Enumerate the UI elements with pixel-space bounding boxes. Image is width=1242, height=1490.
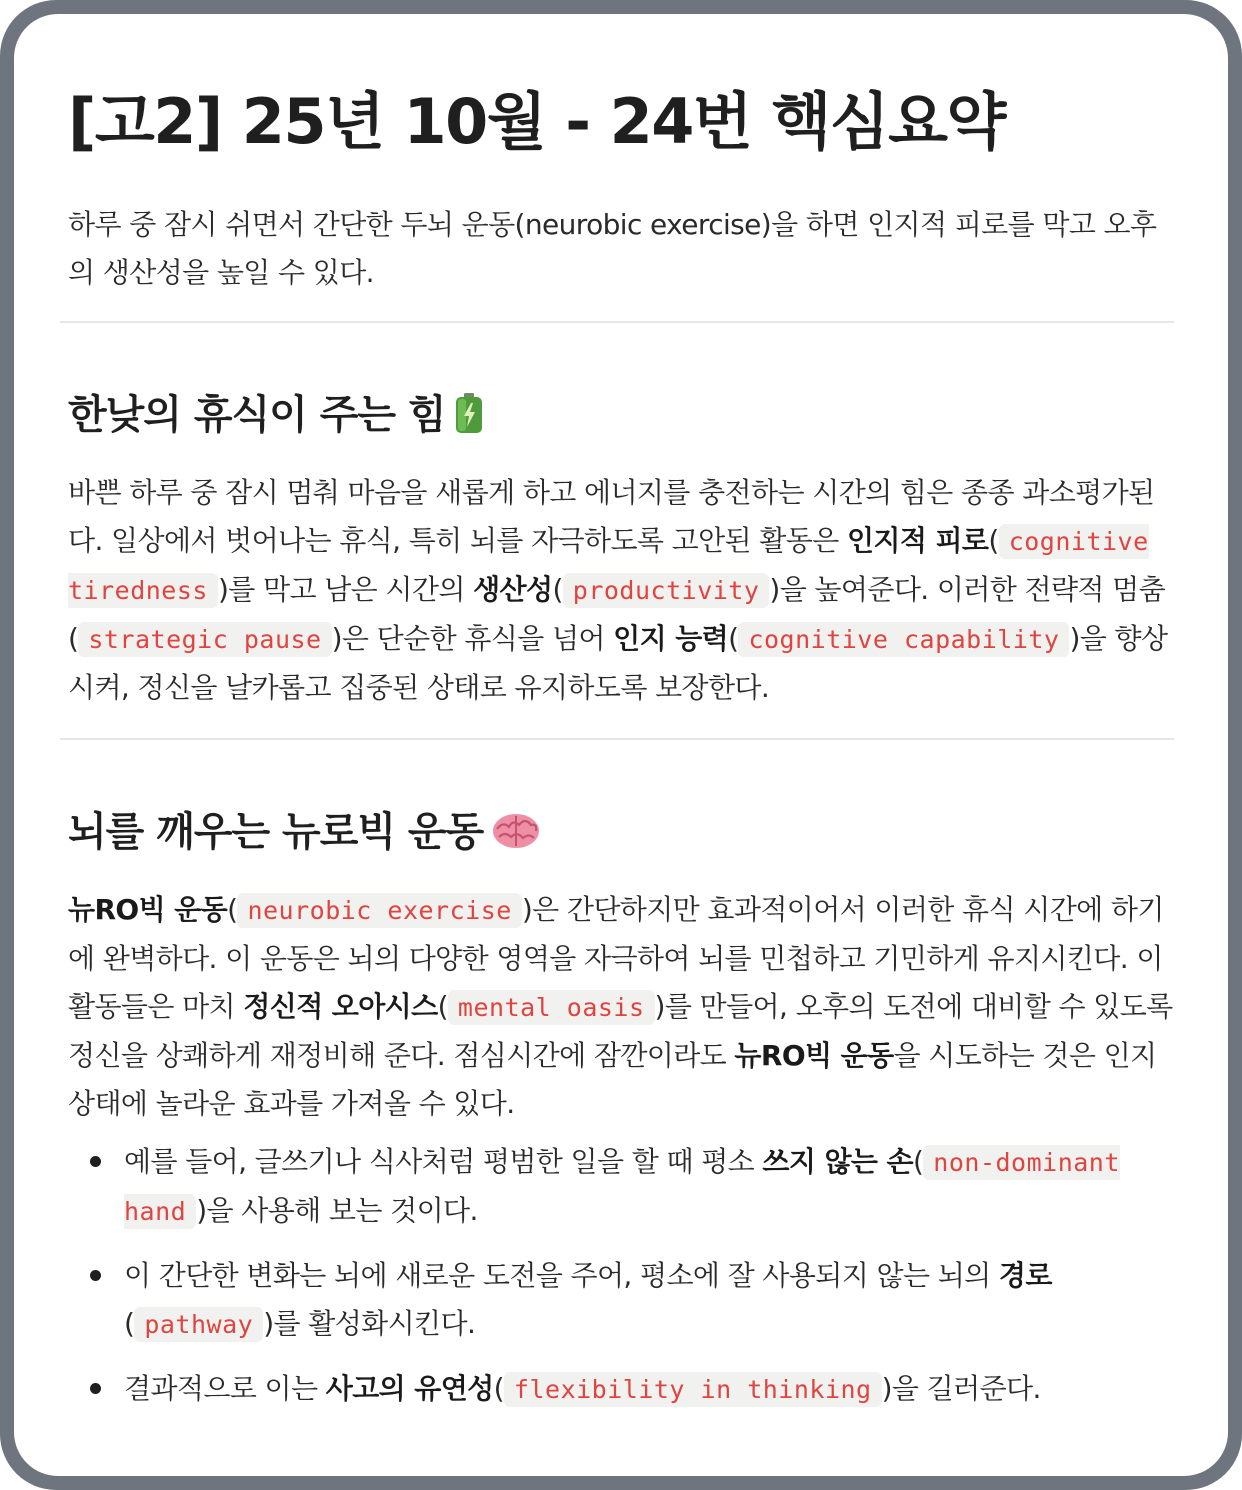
battery-icon [454,392,484,449]
bold-term: 뉴RO빅 운동 [68,893,228,927]
text-run: ( [912,1145,924,1179]
bold-term: 사고의 유연성 [325,1372,494,1406]
summary-text: 하루 중 잠시 쉬면서 간단한 두뇌 운동(neurobic exercise)을 하면 인지적 피로를 막고 오후의 생산성을 높일 수 있다. [68,208,1157,290]
divider [60,738,1174,740]
text-run: )을 높여준다. 이러한 전략적 멈춤( [68,573,1166,656]
text-run: )을 향상시켜, 정신을 날카롭고 집중된 상태로 유지하도록 보장한다. [68,622,1168,705]
text-run: ( [988,524,999,558]
bullet-list [68,1138,1174,1414]
english-term: productivity [563,573,770,608]
english-term: mental oasis [448,990,655,1025]
text-run: 예를 들어, 글쓰기나 식사처럼 평범한 일을 할 때 평소 [124,1145,763,1179]
english-term: flexibility in thinking [504,1372,882,1407]
bold-term: 정신적 오아시스 [243,990,438,1024]
text-run: 바쁜 하루 중 잠시 멈춰 마음을 새롭게 하고 에너지를 충전하는 시간의 힘은 종종 과소평가된다. 일상에서 벗어나는 휴식, 특히 뇌를 자극하도록 고안된 활동은 [68,476,1155,558]
english-term: strategic pause [78,622,331,657]
section-heading [68,804,1174,866]
text-run: )를 만들어, 오후의 도전에 대비할 수 있도록 정신을 상쾌하게 재정비해 준다. 점심시간에 잠깐이라도 [68,990,1173,1073]
text-run: )은 단순한 휴식을 넘어 [331,622,614,656]
text-run: ( [493,1372,504,1406]
bold-term: 뉴RO빅 운동 [734,1039,894,1073]
english-term: non-dominant hand [124,1145,1120,1229]
english-term: cognitive capability [738,622,1069,657]
section-heading-text: 한낮의 휴식이 주는 힘 [68,392,446,439]
bold-term: 경로 [998,1259,1052,1293]
text-run: 결과적으로 이는 [124,1372,326,1406]
text-run: ( [437,990,448,1024]
text-run: )을 사용해 보는 것이다. [196,1194,478,1228]
list-item [124,1252,1174,1349]
list-item [124,1365,1174,1414]
text-run: ( [227,893,238,927]
english-term: neurobic exercise [237,893,521,928]
text-run: 이 간단한 변화는 뇌에 새로운 도전을 주어, 평소에 잘 사용되지 않는 뇌의 [124,1259,999,1293]
english-term: pathway [134,1307,263,1342]
text-run: ( [124,1307,135,1341]
list-item [124,1138,1174,1236]
bold-term: 인지적 피로 [846,524,989,558]
divider [60,321,1174,323]
english-term: cognitive tiredness [68,524,1149,608]
section-heading-text: 뇌를 깨우는 뉴로빅 운동 [68,809,484,856]
text-run: )를 활성화시킨다. [263,1307,476,1341]
page-title: [고2] 25년 10월 - 24번 핵심요약 [68,85,1005,158]
section-paragraph [68,886,1174,1128]
text-run: )를 막고 남은 시간의 [217,573,474,607]
bold-term: 생산성 [473,573,553,607]
text-run: 을 시도하는 것은 인지 상태에 놀라운 효과를 가져올 수 있다. [68,1039,1157,1121]
bold-term: 쓰지 않는 손 [762,1145,913,1179]
text-run: ( [552,573,563,607]
section-paragraph [68,469,1174,712]
text-run: ( [728,622,739,656]
note-card [14,14,1228,1476]
bold-term: 인지 능력 [613,622,729,656]
section-heading [68,387,1174,449]
text-run: )을 길러준다. [881,1372,1041,1406]
brain-icon [491,810,541,866]
text-run: )은 간단하지만 효과적이어서 이러한 휴식 시간에 하기에 완벽하다. 이 운동은 뇌의 다양한 영역을 자극하여 뇌를 민첩하고 기민하게 유지시킨다. 이 활동들은 마치 [68,893,1164,1024]
section-neurobic [68,804,1174,1414]
section-midday-rest [68,387,1174,712]
